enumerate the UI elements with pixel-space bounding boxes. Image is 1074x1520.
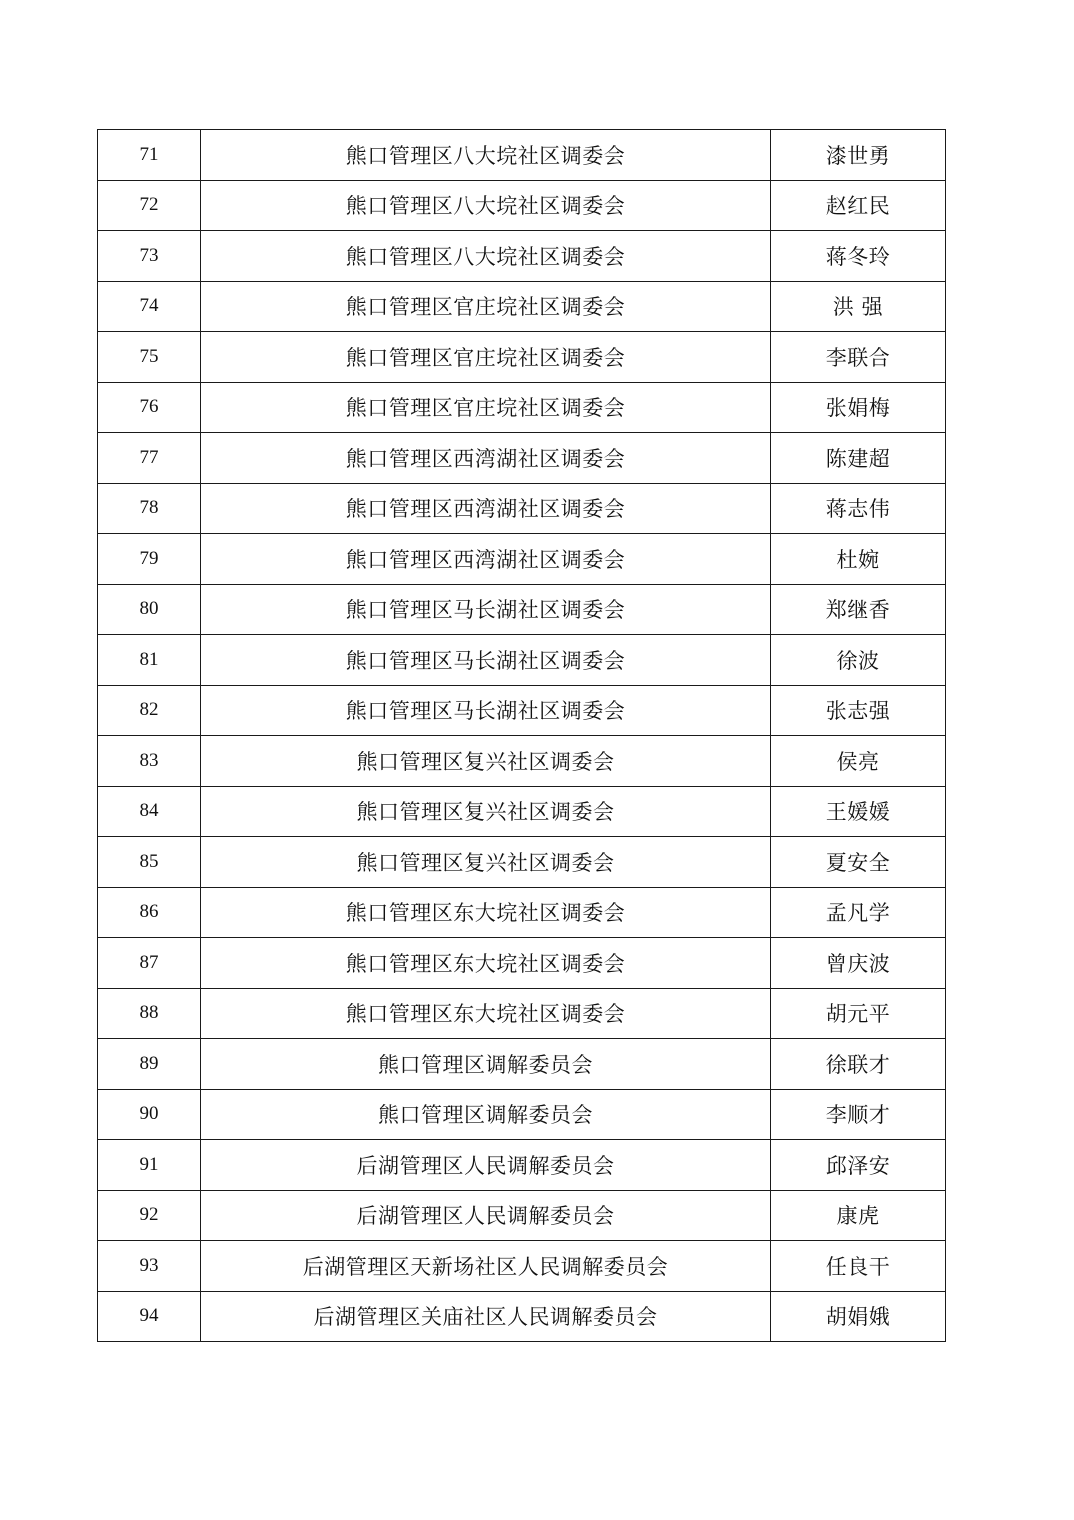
row-number-cell: 87 <box>98 938 201 989</box>
row-number-cell: 91 <box>98 1140 201 1191</box>
person-name-cell: 夏安全 <box>771 837 946 888</box>
organization-cell: 熊口管理区八大垸社区调委会 <box>201 231 771 282</box>
table-row <box>98 1291 946 1342</box>
row-number-cell: 89 <box>98 1039 201 1090</box>
person-name-cell: 李联合 <box>771 332 946 383</box>
row-number-cell: 83 <box>98 736 201 787</box>
person-name-cell: 张娟梅 <box>771 382 946 433</box>
organization-cell: 熊口管理区调解委员会 <box>201 1039 771 1090</box>
row-number-cell: 85 <box>98 837 201 888</box>
row-number-cell: 77 <box>98 433 201 484</box>
table-row <box>98 483 946 534</box>
row-number-cell: 71 <box>98 130 201 181</box>
table-row <box>98 1190 946 1241</box>
table-row <box>98 1039 946 1090</box>
table-row <box>98 281 946 332</box>
person-name-cell: 杜婉 <box>771 534 946 585</box>
row-number-cell: 94 <box>98 1291 201 1342</box>
table-row <box>98 685 946 736</box>
organization-cell: 熊口管理区马长湖社区调委会 <box>201 685 771 736</box>
row-number-cell: 76 <box>98 382 201 433</box>
table-row <box>98 584 946 635</box>
table-row <box>98 534 946 585</box>
row-number-cell: 78 <box>98 483 201 534</box>
organization-cell: 熊口管理区官庄垸社区调委会 <box>201 382 771 433</box>
table-row <box>98 887 946 938</box>
organization-cell: 熊口管理区八大垸社区调委会 <box>201 130 771 181</box>
table-row <box>98 1089 946 1140</box>
table-row <box>98 180 946 231</box>
organization-cell: 熊口管理区马长湖社区调委会 <box>201 584 771 635</box>
organization-cell: 熊口管理区东大垸社区调委会 <box>201 938 771 989</box>
organization-cell: 后湖管理区关庙社区人民调解委员会 <box>201 1291 771 1342</box>
person-name-cell: 郑继香 <box>771 584 946 635</box>
table-row <box>98 130 946 181</box>
mediator-roster-table <box>97 129 946 1342</box>
organization-cell: 熊口管理区官庄垸社区调委会 <box>201 281 771 332</box>
person-name-cell: 蒋志伟 <box>771 483 946 534</box>
row-number-cell: 90 <box>98 1089 201 1140</box>
row-number-cell: 79 <box>98 534 201 585</box>
row-number-cell: 74 <box>98 281 201 332</box>
organization-cell: 后湖管理区人民调解委员会 <box>201 1190 771 1241</box>
row-number-cell: 88 <box>98 988 201 1039</box>
organization-cell: 熊口管理区东大垸社区调委会 <box>201 988 771 1039</box>
row-number-cell: 92 <box>98 1190 201 1241</box>
table-row <box>98 635 946 686</box>
table-row <box>98 1140 946 1191</box>
organization-cell: 熊口管理区西湾湖社区调委会 <box>201 483 771 534</box>
person-name-cell: 孟凡学 <box>771 887 946 938</box>
person-name-cell: 蒋冬玲 <box>771 231 946 282</box>
organization-cell: 熊口管理区马长湖社区调委会 <box>201 635 771 686</box>
person-name-cell: 李顺才 <box>771 1089 946 1140</box>
organization-cell: 熊口管理区西湾湖社区调委会 <box>201 534 771 585</box>
person-name-cell: 康虎 <box>771 1190 946 1241</box>
person-name-cell: 王媛媛 <box>771 786 946 837</box>
row-number-cell: 73 <box>98 231 201 282</box>
table-row <box>98 837 946 888</box>
row-number-cell: 81 <box>98 635 201 686</box>
organization-cell: 后湖管理区人民调解委员会 <box>201 1140 771 1191</box>
organization-cell: 后湖管理区天新场社区人民调解委员会 <box>201 1241 771 1292</box>
row-number-cell: 84 <box>98 786 201 837</box>
person-name-cell: 洪 强 <box>771 281 946 332</box>
organization-cell: 熊口管理区八大垸社区调委会 <box>201 180 771 231</box>
organization-cell: 熊口管理区复兴社区调委会 <box>201 837 771 888</box>
person-name-cell: 漆世勇 <box>771 130 946 181</box>
table-row <box>98 938 946 989</box>
person-name-cell: 陈建超 <box>771 433 946 484</box>
person-name-cell: 曾庆波 <box>771 938 946 989</box>
organization-cell: 熊口管理区调解委员会 <box>201 1089 771 1140</box>
row-number-cell: 82 <box>98 685 201 736</box>
person-name-cell: 邱泽安 <box>771 1140 946 1191</box>
organization-cell: 熊口管理区西湾湖社区调委会 <box>201 433 771 484</box>
person-name-cell: 胡元平 <box>771 988 946 1039</box>
row-number-cell: 75 <box>98 332 201 383</box>
table-row <box>98 231 946 282</box>
roster-table-body <box>98 130 946 1342</box>
row-number-cell: 80 <box>98 584 201 635</box>
person-name-cell: 徐波 <box>771 635 946 686</box>
table-row <box>98 332 946 383</box>
row-number-cell: 72 <box>98 180 201 231</box>
table-row <box>98 988 946 1039</box>
person-name-cell: 任良干 <box>771 1241 946 1292</box>
table-row <box>98 736 946 787</box>
table-row <box>98 786 946 837</box>
row-number-cell: 93 <box>98 1241 201 1292</box>
person-name-cell: 赵红民 <box>771 180 946 231</box>
organization-cell: 熊口管理区复兴社区调委会 <box>201 786 771 837</box>
organization-cell: 熊口管理区官庄垸社区调委会 <box>201 332 771 383</box>
person-name-cell: 胡娟娥 <box>771 1291 946 1342</box>
person-name-cell: 侯亮 <box>771 736 946 787</box>
table-row <box>98 382 946 433</box>
person-name-cell: 张志强 <box>771 685 946 736</box>
organization-cell: 熊口管理区东大垸社区调委会 <box>201 887 771 938</box>
row-number-cell: 86 <box>98 887 201 938</box>
person-name-cell: 徐联才 <box>771 1039 946 1090</box>
table-row <box>98 1241 946 1292</box>
table-row <box>98 433 946 484</box>
organization-cell: 熊口管理区复兴社区调委会 <box>201 736 771 787</box>
